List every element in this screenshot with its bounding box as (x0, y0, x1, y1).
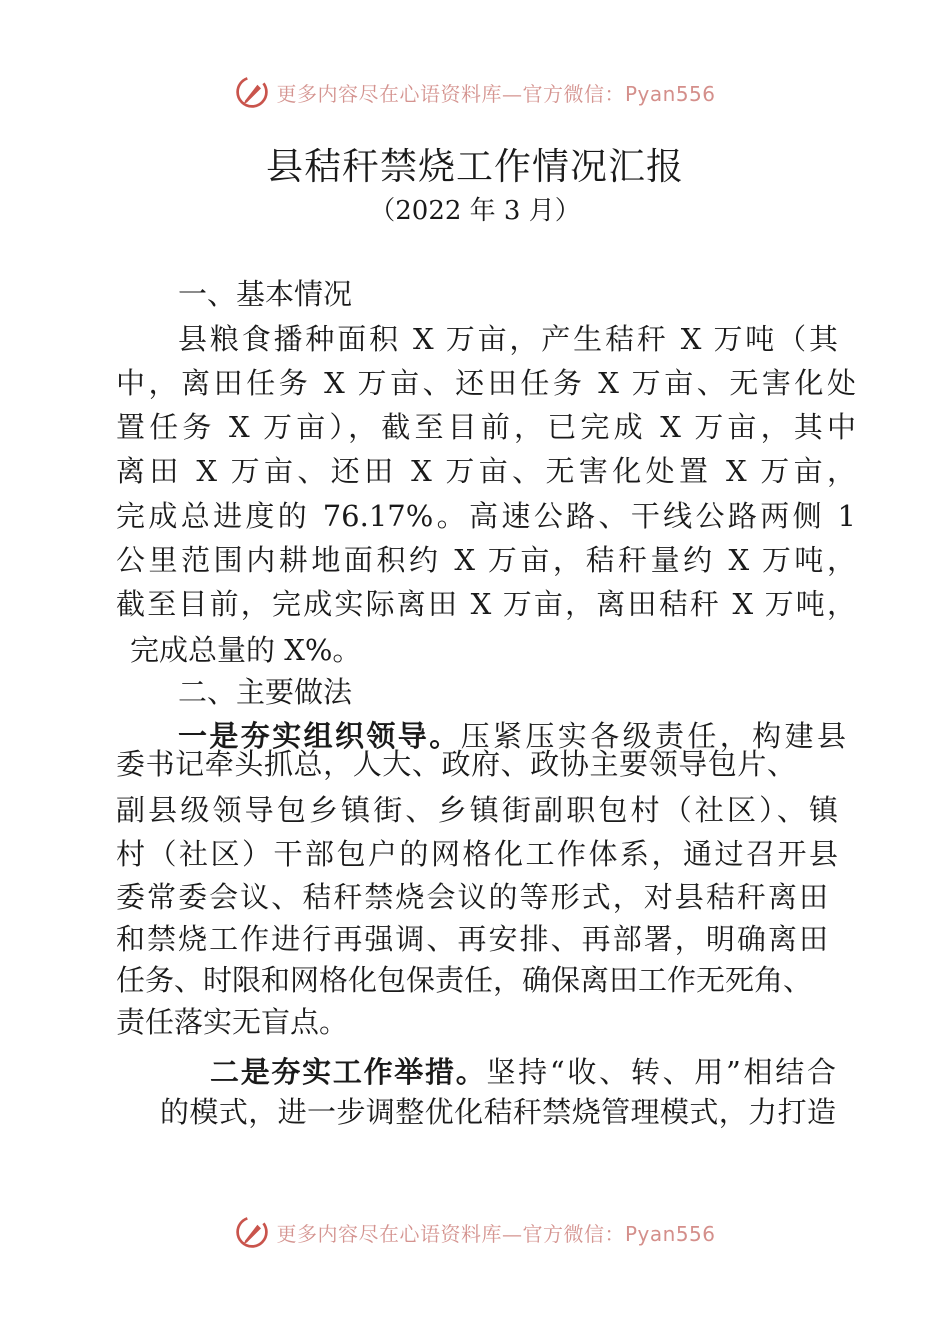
pen-nib-logo-icon (234, 1214, 270, 1250)
watermark-text: 更多内容尽在心语资料库—官方微信：Pyan556 (276, 81, 716, 106)
body-line: 的模式，进一步调整优化秸秆禁烧管理模式，力打造 (160, 1095, 836, 1129)
body-line: 委常委会议、秸秆禁烧会议的等形式，对县秸秆离田 (116, 880, 828, 914)
paragraph-lead-line: 二是夯实工作举措。坚持“收、转、用”相结合 (210, 1055, 836, 1089)
body-line: 副县级领导包乡镇街、乡镇街副职包村（社区）、镇 (116, 793, 838, 827)
section-heading-basic: 一、基本情况 (178, 277, 353, 311)
paragraph-lead-line: 一是夯实组织领导。压紧压实各级责任，构建县 (178, 719, 846, 753)
bold-lead-organization: 一是夯实组织领导。 (178, 719, 461, 753)
body-line: 离田 X 万亩、还田 X 万亩、无害化处置 X 万亩， (116, 454, 856, 488)
document-date: （2022 年 3 月） (369, 196, 581, 226)
body-line: 村（社区）干部包户的网格化工作体系，通过召开县 (116, 837, 838, 871)
body-line: 中，离田任务 X 万亩、还田任务 X 万亩、无害化处 (116, 366, 856, 400)
body-line: 和禁烧工作进行再强调、再安排、再部署，明确离田 (116, 922, 828, 956)
body-line: 公里范围内耕地面积约 X 万亩，秸秆量约 X 万吨， (116, 543, 856, 577)
bold-lead-measures: 二是夯实工作举措。 (210, 1055, 487, 1089)
section-heading-practices: 二、主要做法 (178, 675, 353, 709)
body-line: 截至目前，完成实际离田 X 万亩，离田秸秆 X 万吨， (116, 587, 856, 621)
body-line: 任务、时限和网格化包保责任，确保离田工作无死角、 (116, 963, 813, 997)
document-title: 县秸秆禁烧工作情况汇报 (266, 145, 684, 188)
body-line: 完成总量的 X%。 (130, 633, 362, 667)
body-line: 县粮食播种面积 X 万亩，产生秸秆 X 万吨（其 (178, 322, 838, 356)
watermark-footer (0, 1212, 950, 1252)
body-line: 责任落实无盲点。 (116, 1005, 349, 1039)
watermark-text: 更多内容尽在心语资料库—官方微信：Pyan556 (276, 1221, 716, 1246)
body-line: 委书记牵头抓总，人大、政府、政协主要领导包片、 (116, 747, 796, 781)
watermark-header (0, 72, 950, 112)
body-line: 完成总进度的 76.17%。高速公路、干线公路两侧 1 (116, 499, 856, 533)
body-line: 置任务 X 万亩），截至目前，已完成 X 万亩，其中 (116, 410, 856, 444)
pen-nib-logo-icon (234, 74, 270, 110)
